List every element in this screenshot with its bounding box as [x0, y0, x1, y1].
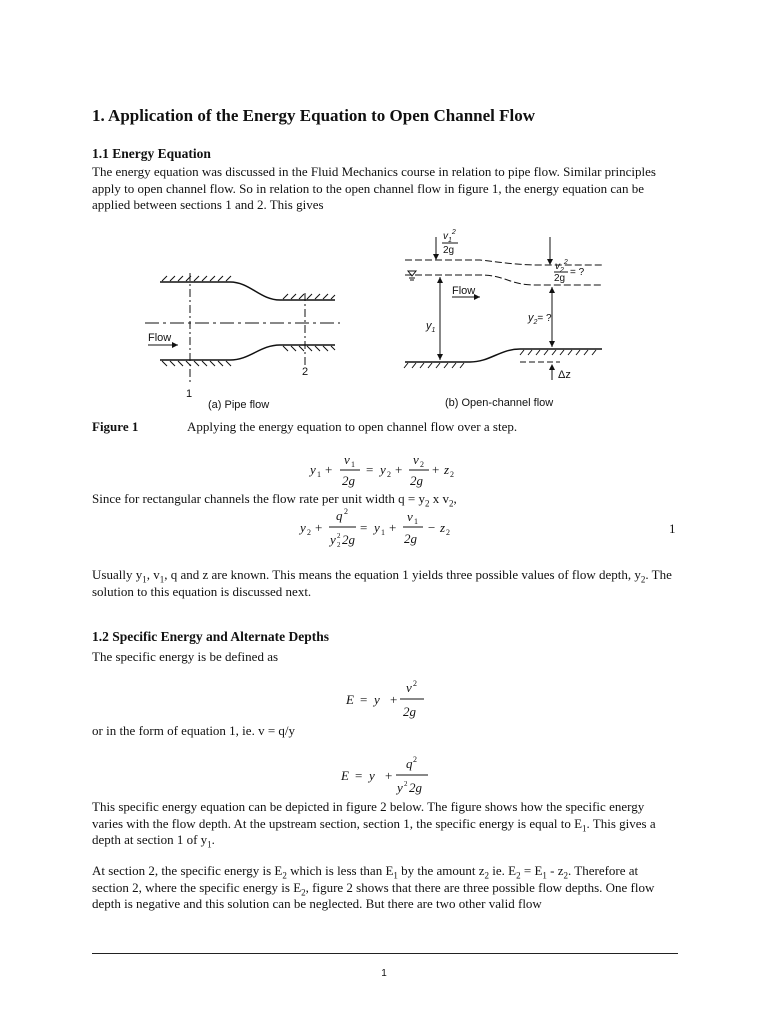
svg-text:z: z: [444, 462, 450, 477]
svg-text:y: y: [300, 520, 306, 535]
rectangular-channel-text: Since for rectangular channels the flow rate per unit width $q = y_2$ x $v_2$,: [92, 491, 457, 509]
svg-text:y: y: [380, 462, 386, 477]
svg-text:2g: 2g: [410, 473, 423, 488]
channel-v1-label: $v_1^2$: [443, 229, 456, 244]
svg-text:2: 2: [337, 541, 341, 549]
channel-dz-label: Δz: [558, 369, 571, 381]
pipe-section-1-label: 1: [186, 388, 193, 400]
svg-text:2g: 2g: [342, 473, 355, 488]
equation-1: [290, 507, 470, 555]
svg-text:v: v: [344, 452, 350, 467]
or-form-text: or in the form of equation 1, ie. v = q/y: [92, 723, 296, 738]
svg-text:E: E: [346, 692, 354, 707]
pipe-section-2-label: 2: [302, 366, 309, 378]
usually-paragraph: Usually $y_1$, $v_1$, q and z are known. This means the equation 1 yields three possible values of flow depth, $y_2$. The solution to this equation is discussed next.: [92, 567, 672, 599]
svg-text:y: y: [374, 692, 380, 707]
svg-text:=: =: [366, 462, 374, 477]
svg-text:+: +: [315, 520, 323, 535]
pipe-flow-caption: (a) Pipe flow: [208, 399, 270, 411]
svg-text:1: 1: [351, 460, 355, 469]
svg-text:y: y: [330, 532, 336, 547]
page-title: 1. Application of the Energy Equation to Open Channel Flow: [92, 106, 536, 125]
channel-2g-2: 2g: [554, 273, 566, 284]
svg-text:=: =: [355, 768, 363, 783]
svg-text:E: E: [341, 768, 349, 783]
channel-v2-label: $v_2^2$: [555, 259, 568, 274]
svg-text:v: v: [407, 509, 413, 524]
svg-text:z: z: [440, 520, 446, 535]
svg-text:1: 1: [317, 470, 321, 479]
specific-energy-equation: [340, 678, 440, 722]
svg-text:2: 2: [413, 679, 417, 688]
svg-text:2: 2: [404, 780, 408, 788]
section-1-1-paragraph: The energy equation was discussed in the Fluid Mechanics course in relation to pipe flow. Similar principles apply to open channel flow. So in relation to the open channel flow in figure 1, the energy equation can be applied between sections 1 and 2. This gives: [92, 164, 656, 212]
svg-text:y: y: [397, 780, 403, 795]
svg-text:q: q: [406, 756, 413, 771]
channel-y1-label: $y_1$: [426, 320, 436, 334]
page-number: 1: [381, 968, 387, 979]
svg-text:2: 2: [413, 755, 417, 764]
section-1-1-title: 1.1 Energy Equation: [92, 146, 211, 161]
pipe-flow-diagram: [145, 273, 340, 385]
energy-equation: [300, 452, 470, 494]
figure-1-caption: Applying the energy equation to open channel flow over a step.: [187, 419, 518, 434]
section-1-2-title: 1.2 Specific Energy and Alternate Depths: [92, 629, 329, 644]
svg-text:+: +: [432, 462, 440, 477]
channel-y2-label: $y_2=$ ?: [528, 312, 552, 326]
svg-text:y: y: [310, 462, 316, 477]
svg-text:2: 2: [337, 532, 341, 540]
svg-text:−: −: [428, 520, 436, 535]
svg-text:=: =: [360, 692, 368, 707]
svg-text:+: +: [395, 462, 403, 477]
pipe-flow-label: Flow: [148, 332, 172, 344]
figure-1-label: Figure 1: [92, 419, 139, 434]
channel-flow-caption: (b) Open-channel flow: [445, 397, 554, 409]
open-channel-diagram: [404, 237, 602, 380]
svg-text:+: +: [389, 520, 397, 535]
svg-text:2g: 2g: [403, 704, 416, 719]
equation-number: 1: [669, 521, 676, 536]
section-2-paragraph: At section 2, the specific energy is $E_2$ which is less than $E_1$ by the amount $z_2$ ie. $E_2 = E_1 - z_2$. Therefore at section 2, where the specific energy is $E_2$, figure 2 shows that there are three possible flow depths. One flow depth is negative and this solution can be neglected. But there are two other valid flow: [92, 863, 655, 911]
svg-text:2: 2: [387, 470, 391, 479]
channel-2g-1: 2g: [443, 245, 455, 256]
svg-text:2: 2: [446, 528, 450, 537]
svg-text:y: y: [369, 768, 375, 783]
svg-text:2g: 2g: [409, 780, 422, 795]
svg-text:2g: 2g: [342, 532, 355, 547]
svg-text:v: v: [406, 680, 412, 695]
figure-1-diagram: [140, 225, 620, 415]
svg-text:q: q: [336, 508, 343, 523]
svg-text:2: 2: [420, 460, 424, 469]
svg-text:v: v: [413, 452, 419, 467]
specific-energy-q-equation: [335, 754, 445, 800]
svg-text:y: y: [374, 520, 380, 535]
channel-flow-label: Flow: [452, 285, 476, 297]
svg-text:2: 2: [307, 528, 311, 537]
svg-text:+: +: [325, 462, 333, 477]
svg-text:=: =: [360, 520, 368, 535]
svg-text:+: +: [385, 768, 393, 783]
channel-v2-unknown: = ?: [570, 267, 585, 278]
svg-text:+: +: [390, 692, 398, 707]
svg-text:2: 2: [450, 470, 454, 479]
footer-rule: [92, 953, 678, 954]
svg-text:2g: 2g: [404, 531, 417, 546]
svg-text:2: 2: [344, 507, 348, 516]
svg-text:1: 1: [381, 528, 385, 537]
figure-2-paragraph: This specific energy equation can be depicted in figure 2 below. The figure shows how the specific energy varies with the flow depth. At the upstream section, section 1, the specific energy is equal to $E_1$. This gives a depth at section 1 of $y_1$.: [92, 799, 656, 850]
specific-energy-intro: The specific energy is be defined as: [92, 649, 279, 664]
svg-text:1: 1: [414, 517, 418, 526]
